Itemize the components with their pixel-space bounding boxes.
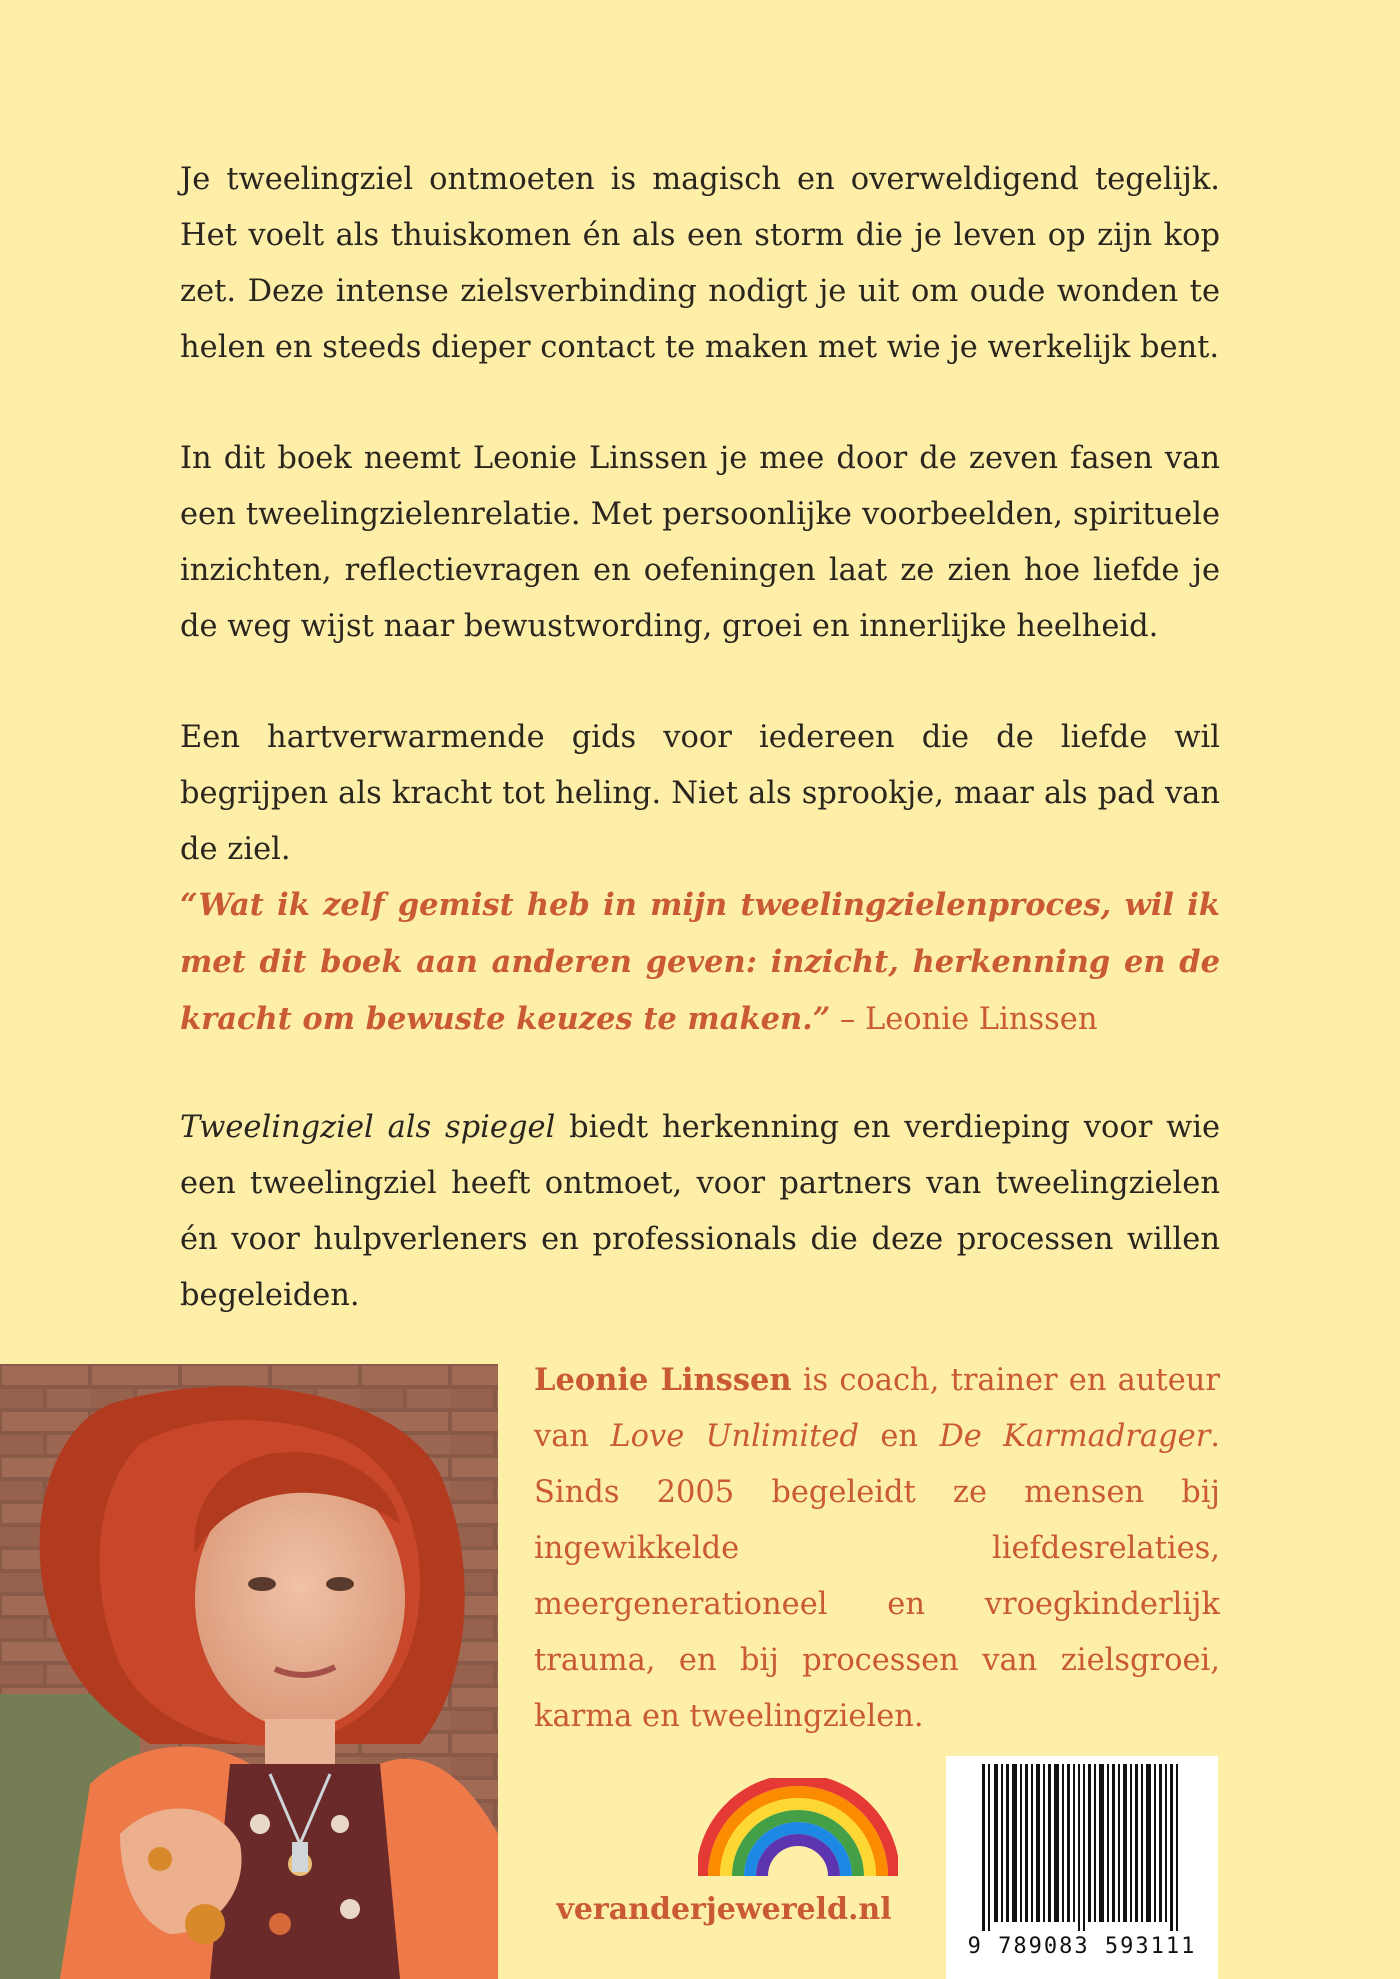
author-bio	[534, 1352, 1220, 1745]
bio-book-1: Love Unlimited	[610, 1419, 859, 1454]
bio-book-2: De Karmadrager	[939, 1419, 1211, 1454]
summary-paragraph: Een hartverwarmende gids voor iedereen die de liefde wil begrijpen als kracht tot heling. Niet als sprookje, maar als pad van de ziel.	[180, 720, 1220, 867]
author-name: Leonie Linssen	[534, 1362, 792, 1398]
rainbow-icon	[698, 1778, 898, 1876]
isbn-number: 9 789083 593111	[967, 1934, 1197, 1959]
barcode-bars	[946, 1756, 1218, 1931]
quote-text: “Wat ik zelf gemist heb in mijn tweelingzielenproces, wil ik met dit boek aan anderen geven: inzicht, herkenning en de kracht om bewuste keuzes te maken.”	[180, 887, 1220, 1037]
author-photo	[0, 1364, 498, 1979]
publisher-website: veranderjewereld.nl	[556, 1892, 892, 1927]
bio-text-1: is coach, trainer en auteur van	[534, 1363, 1221, 1454]
author-quote	[180, 877, 1220, 1048]
author-photo-illustration	[0, 1364, 498, 1979]
closing-text: biedt herkenning en verdieping voor wie een tweelingziel heeft ontmoet, voor partners van tweelingzielen én voor hulpverleners en professionals die deze processen willen begeleiden.	[180, 1110, 1220, 1313]
barcode	[946, 1756, 1218, 1979]
bio-text-3: . Sinds 2005 begeleidt ze mensen bij ingewikkelde liefdesrelaties, meergenerationeel en vroegkinderlijk trauma, en bij processen van zielsgroei, karma en tweelingzielen.	[534, 1419, 1220, 1734]
quote-attribution: – Leonie Linssen	[830, 1002, 1098, 1037]
closing-paragraph	[180, 1100, 1220, 1324]
bio-text-2: en	[858, 1419, 940, 1454]
intro-paragraph: Je tweelingziel ontmoeten is magisch en overweldigend tegelijk. Het voelt als thuiskomen én als een storm die je leven op zijn kop zet. Deze intense zielsverbinding nodigt je uit om oude wonden te helen en steeds dieper contact te maken met wie je werkelijk bent.	[180, 162, 1220, 365]
content-paragraph: In dit boek neemt Leonie Linssen je mee door de zeven fasen van een tweelingzielenrelatie. Met persoonlijke voorbeelden, spirituele inzichten, reflectievragen en oefeningen laat ze zien hoe liefde je de weg wijst naar bewustwording, groei en innerlijke heelheid.	[180, 441, 1220, 644]
book-title: Tweelingziel als spiegel	[180, 1110, 556, 1145]
